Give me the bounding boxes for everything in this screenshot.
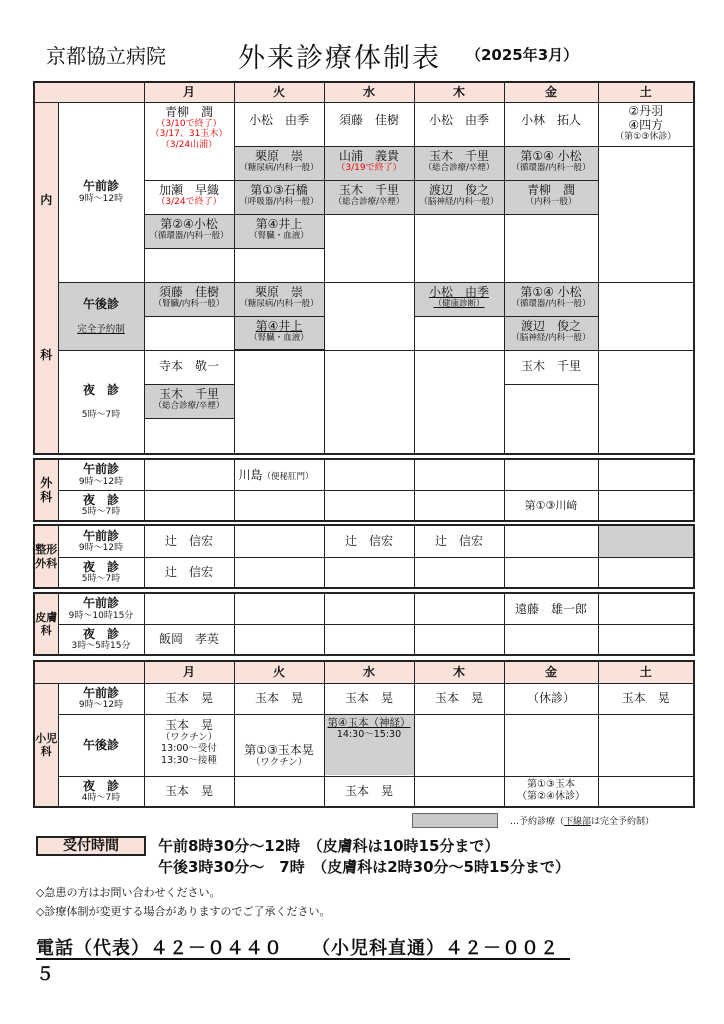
cell-sat-night: [598, 350, 694, 454]
dermatology-table: [33, 592, 695, 656]
cell-mon-am: 辻 信宏: [144, 525, 234, 557]
note-schedule-change: ◇診療体制が変更する場合がありますのでご了承ください。: [36, 905, 331, 918]
session-night: 夜 診 4時～7時: [58, 776, 144, 807]
session-am: 午前診 9時～12時: [58, 683, 144, 714]
session-pm: 午後診: [58, 714, 144, 776]
cell-mon-night: 玉本 晃: [144, 776, 234, 807]
dept-surgery: 外科: [34, 459, 58, 521]
cell-mon-am: 青柳 潤 （3/10で終了） （3/17、31玉木） （3/24山浦） 加瀬 早織 （3/24で終了） 第②④小松 （循環器/内科一般）: [144, 102, 234, 282]
cell-wed-night: 玉本 晃: [324, 776, 414, 807]
cell-thu-am: 玉本 晃: [414, 683, 504, 714]
cell-fri-am: （休診）: [504, 683, 598, 714]
cell-mon-pm: 玉本 晃 （ワクチン） 13:00～受付 13:30～接種: [144, 714, 234, 776]
cell-fri-night: 玉木 千里: [504, 350, 598, 454]
session-night: 夜 診 3時～5時15分: [58, 624, 144, 655]
pediatrics-table: [33, 660, 695, 808]
page-title: 外来診療体制表: [238, 43, 441, 74]
cell-thu-am: 小松 由季 玉木 千里 （総合診療/卒煙） 渡辺 俊之 （脳神経/内科一般）: [414, 102, 504, 282]
hospital-name: 京都協立病院: [46, 44, 166, 68]
cell-tue-night: [234, 350, 324, 454]
internal-medicine-table: [33, 81, 695, 455]
cell-fri-night: 第①③川﨑: [504, 490, 598, 521]
session-am: 午前診 9時～12時: [58, 102, 144, 282]
day-sat: 土: [598, 661, 694, 683]
cell-wed-night: [324, 350, 414, 454]
dept-dermatology: 皮膚科: [34, 593, 58, 655]
cell-mon-am: 玉本 晃: [144, 683, 234, 714]
cell-thu-am: 辻 信宏: [414, 525, 504, 557]
day-fri: 金: [504, 661, 598, 683]
cell-tue-am: 川島（便秘肛門）: [234, 459, 324, 490]
day-fri: 金: [504, 82, 598, 102]
dept-internal: 内 科: [34, 102, 58, 454]
cell-tue-pm: 第①③玉本晃 （ワクチン）: [234, 714, 324, 776]
cell-sat-am: 玉本 晃: [598, 683, 694, 714]
day-thu: 木: [414, 661, 504, 683]
session-am: 午前診 9時～12時: [58, 525, 144, 557]
dept-pediatrics: 小児科: [34, 683, 58, 807]
note-emergency: ◇急患の方はお問い合わせください。: [36, 886, 221, 899]
day-sat: 土: [598, 82, 694, 102]
cell-tue-pm: 栗原 崇 （糖尿病/内科一般） 第④井上 （腎臓・血液）: [234, 282, 324, 350]
phone-numbers: 電話（代表）４２－０４４０ （小児科直通）４２－００２５: [36, 934, 570, 960]
cell-sat-am: ②丹羽 ④四方 （第①③休診）: [598, 102, 694, 282]
cell-wed-pm: [324, 282, 414, 350]
cell-mon-night: 飯岡 孝英: [144, 624, 234, 655]
session-am: 午前診 9時～12時: [58, 459, 144, 490]
reception-hours-am: 午前8時30分～12時 （皮膚科は10時15分まで）: [158, 837, 500, 855]
cell-sat-pm: [598, 282, 694, 350]
reception-label: 受付時間: [36, 836, 146, 856]
session-am: 午前診 9時～10時15分: [58, 593, 144, 624]
legend-swatch: [412, 813, 498, 828]
cell-tue-am: 玉本 晃: [234, 683, 324, 714]
day-tue: 火: [234, 82, 324, 102]
cell-sat-am: [598, 525, 694, 557]
dept-orthopedics: 整形外科: [34, 525, 58, 588]
cell-fri-pm: 第①④ 小松 （循環器/内科一般） 渡辺 俊之 （脳神経/内科一般）: [504, 282, 598, 350]
day-wed: 水: [324, 661, 414, 683]
schedule-date: （2025年3月）: [466, 46, 579, 64]
session-night: 夜 診 5時～7時: [58, 490, 144, 521]
day-tue: 火: [234, 661, 324, 683]
cell-fri-am: 遠藤 雄一郎: [504, 593, 598, 624]
cell-wed-am: 辻 信宏: [324, 525, 414, 557]
cell-wed-pm: 第④玉本（神経） 14:30～15:30: [324, 714, 414, 776]
orthopedics-table: [33, 524, 695, 589]
session-night: 夜 診 5時～7時: [58, 350, 144, 454]
cell-wed-am: 玉本 晃: [324, 683, 414, 714]
day-thu: 木: [414, 82, 504, 102]
day-mon: 月: [144, 661, 234, 683]
cell-wed-am: 須藤 佳樹 山浦 義貴 （3/19で終了） 玉木 千里 （総合診療/卒煙）: [324, 102, 414, 282]
cell-fri-am: 小林 拓人 第①④ 小松 （循環器/内科一般） 青柳 潤 （内科一般）: [504, 102, 598, 282]
cell-mon-night: 寺本 敬一 玉木 千里 （総合診療/卒煙）: [144, 350, 234, 454]
surgery-table: [33, 458, 695, 522]
reception-hours-pm: 午後3時30分～ 7時 （皮膚科は2時30分～5時15分まで）: [158, 858, 570, 876]
session-night: 夜 診 5時～7時: [58, 557, 144, 588]
cell-thu-pm: 小松 由季 （健康診断）: [414, 282, 504, 350]
day-mon: 月: [144, 82, 234, 102]
cell-tue-am: 小松 由季 栗原 崇 （糖尿病/内科一般） 第①③石橋 （呼吸器/内科一般） 第④井上 （腎臓・血液）: [234, 102, 324, 282]
legend-text: …予約診療（下線部は完全予約制）: [510, 817, 655, 827]
session-pm: 午後診 完全予約制: [58, 282, 144, 350]
cell-mon-night: 辻 信宏: [144, 557, 234, 588]
cell-mon-pm: 須藤 佳樹 （腎臓/内科一般）: [144, 282, 234, 350]
day-wed: 水: [324, 82, 414, 102]
cell-thu-night: [414, 350, 504, 454]
cell-fri-night: 第①③玉本 （第②④休診）: [504, 776, 598, 807]
